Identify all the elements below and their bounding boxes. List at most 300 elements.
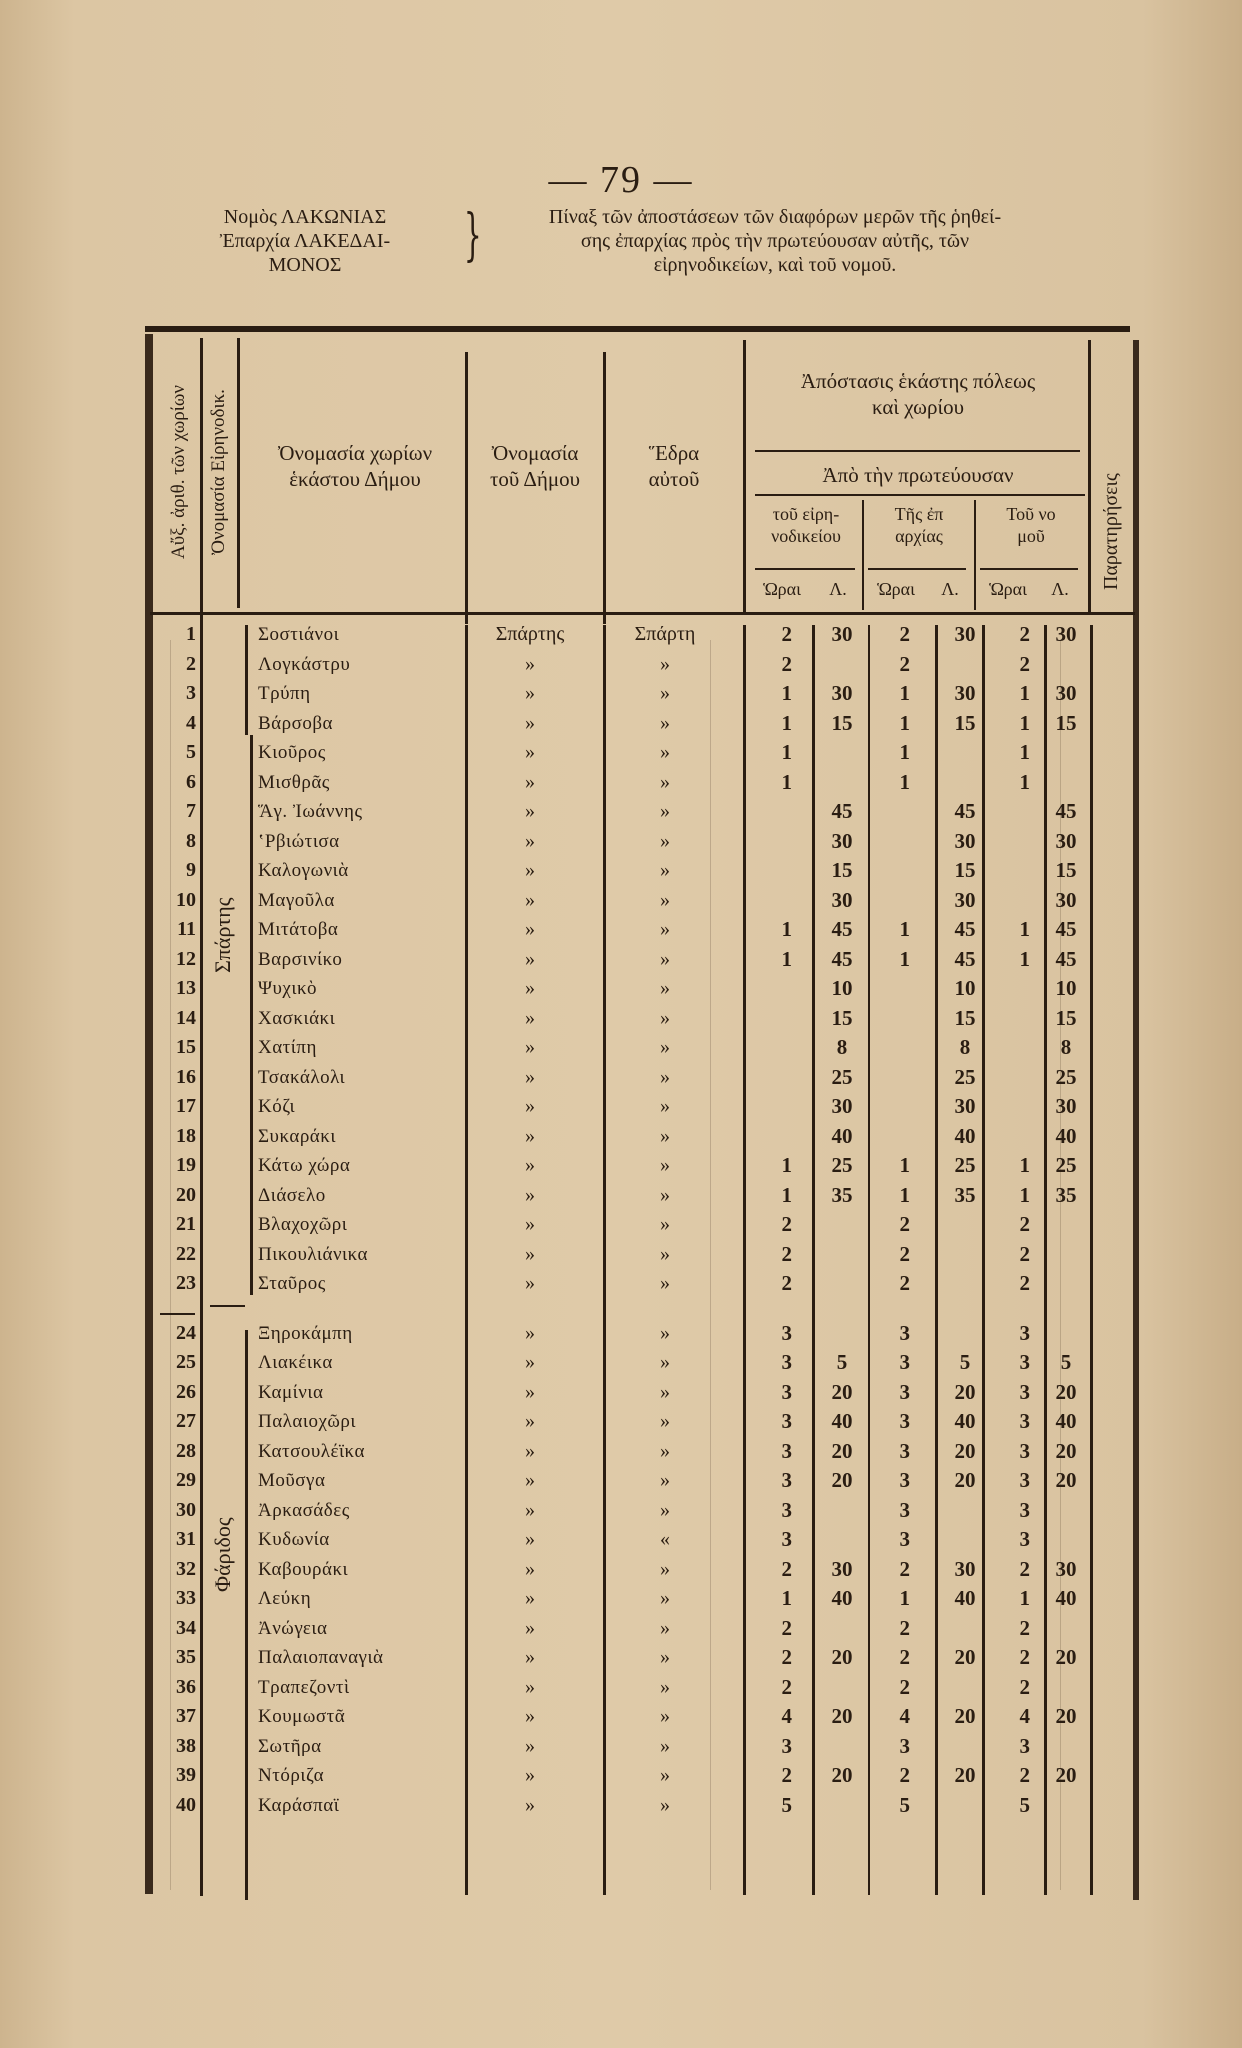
table-row (0, 1063, 1242, 1092)
seat-name: » (660, 947, 670, 970)
row-number: 31 (176, 1528, 196, 1550)
table-row (0, 1004, 1242, 1033)
minutes-nomou: 15 (1055, 858, 1077, 882)
minutes-eirinodikeio: 30 (831, 681, 853, 705)
hours-nomou: 3 (1019, 1350, 1030, 1374)
seat-name: » (660, 1065, 670, 1088)
hours-eirinodikeio: 2 (781, 651, 792, 676)
seat-name: » (660, 1764, 670, 1786)
header-remarks: Παρατηρήσεις (1100, 473, 1122, 590)
col-sep (974, 500, 976, 610)
table-row (0, 1181, 1242, 1210)
dimos-name: » (525, 741, 535, 763)
province-line-cont: ΜΟΝΟΣ (268, 254, 342, 276)
minutes-nomou: 30 (1055, 1556, 1077, 1581)
table-row (0, 827, 1242, 856)
seat-name: » (660, 1587, 670, 1609)
subheader-rule (868, 568, 966, 570)
minutes-nomou: 15 (1055, 710, 1077, 735)
seat-name: » (660, 1793, 670, 1816)
table-row (0, 1584, 1242, 1613)
hours-eparchia: 1 (899, 710, 910, 735)
table-row (0, 679, 1242, 708)
seat-name: » (660, 859, 670, 881)
hours-eparchia: 2 (899, 1674, 910, 1699)
hours-nomou: 1 (1019, 769, 1030, 794)
row-number: 36 (176, 1675, 196, 1698)
row-number: 11 (177, 918, 196, 940)
hours-nomou: 1 (1019, 740, 1030, 764)
minutes-eparchia: 40 (954, 1123, 976, 1148)
minutes-nomou: 45 (1055, 917, 1077, 941)
hours-eirinodikeio: 1 (781, 1182, 792, 1207)
row-number: 28 (176, 1439, 196, 1462)
minutes-eparchia: 15 (954, 1005, 976, 1030)
village-name: Κυδωνία (258, 1529, 330, 1550)
seat-name: » (660, 800, 670, 822)
hours-eirinodikeio: 2 (781, 1615, 792, 1640)
village-name: Μιτάτοβα (258, 919, 339, 940)
row-number: 27 (176, 1410, 196, 1432)
hours-nomou: 1 (1019, 1182, 1030, 1207)
village-name: Ψυχικὸ (258, 978, 318, 999)
header-eirinodikeio: Ὀνομασία Εἰρηνοδικ. (208, 389, 229, 556)
seat-name: » (660, 829, 670, 852)
header-hours-1: Ὡραι (763, 579, 801, 599)
minutes-eirinodikeio: 40 (831, 1409, 853, 1433)
minutes-eirinodikeio: 20 (831, 1704, 853, 1728)
dimos-name: » (525, 652, 535, 675)
minutes-eirinodikeio: 5 (836, 1350, 848, 1374)
dimos-name: » (525, 1616, 535, 1639)
seat-name: » (660, 1380, 670, 1403)
minutes-eirinodikeio: 30 (831, 828, 853, 853)
minutes-nomou: 40 (1055, 1409, 1077, 1433)
page-number: — 79 — (548, 159, 694, 201)
hours-nomou: 2 (1019, 1763, 1030, 1787)
minutes-eparchia: 45 (954, 917, 976, 941)
dimos-name: » (525, 1646, 535, 1668)
col-sep (862, 500, 864, 610)
hours-eparchia: 3 (899, 1497, 910, 1522)
table-row (0, 620, 1242, 649)
village-name: Σοστιάνοι (258, 624, 340, 645)
eirinodikeio-faris: Φάριδος (210, 1517, 235, 1593)
minutes-eparchia: 20 (954, 1704, 976, 1728)
minutes-eirinodikeio: 45 (831, 946, 853, 971)
hours-nomou: 1 (1019, 1153, 1030, 1177)
table-row (0, 1614, 1242, 1643)
hours-eparchia: 1 (899, 769, 910, 794)
dimos-name: » (525, 829, 535, 852)
seat-name: » (660, 711, 670, 734)
dimos-name: » (525, 1242, 535, 1265)
seat-name: » (660, 652, 670, 675)
minutes-eparchia: 15 (954, 710, 976, 735)
village-name: Μισθρᾶς (258, 771, 330, 793)
seat-name: » (660, 1705, 670, 1727)
table-row (0, 886, 1242, 915)
minutes-nomou: 35 (1055, 1182, 1077, 1207)
table-caption (470, 205, 1080, 277)
minutes-eirinodikeio: 20 (831, 1379, 853, 1404)
hours-nomou: 2 (1019, 1674, 1030, 1699)
village-name: Χασκιάκι (258, 1007, 336, 1029)
table-row (0, 1210, 1242, 1239)
hours-nomou: 3 (1019, 1733, 1030, 1758)
seat-name: » (660, 1469, 670, 1491)
row-number: 30 (176, 1498, 196, 1521)
minutes-eirinodikeio: 20 (831, 1438, 853, 1463)
header-sub-eparchia (866, 503, 972, 547)
hours-nomou: 2 (1019, 1556, 1030, 1581)
hours-nomou: 1 (1019, 917, 1030, 941)
seat-name: » (660, 1124, 670, 1147)
seat-name: » (660, 770, 670, 793)
header-seat-2: αὐτοῦ (648, 467, 700, 491)
seat-name: » (660, 1734, 670, 1757)
header-dimos-2: τοῦ Δήμου (489, 467, 581, 491)
table-row (0, 915, 1242, 944)
hours-nomou: 3 (1019, 1527, 1030, 1551)
hours-eirinodikeio: 1 (781, 710, 792, 735)
row-number: 9 (186, 859, 196, 881)
hours-eparchia: 1 (899, 681, 910, 705)
hours-eparchia: 2 (899, 1763, 910, 1787)
table-row (0, 1702, 1242, 1731)
header-bottom-rule (150, 612, 1135, 615)
dimos-name: » (525, 1036, 535, 1058)
hours-eparchia: 3 (899, 1733, 910, 1758)
seat-name: » (660, 1498, 670, 1521)
hours-eparchia: 2 (899, 1241, 910, 1266)
table-top-rule (145, 326, 1130, 332)
table-row (0, 1643, 1242, 1672)
dimos-name: » (525, 1065, 535, 1088)
table-row (0, 1732, 1242, 1761)
dimos-name: » (525, 1351, 535, 1373)
minutes-nomou: 15 (1055, 1005, 1077, 1030)
minutes-eparchia: 25 (954, 1064, 976, 1089)
dimos-name: » (525, 977, 535, 999)
hours-nomou: 3 (1019, 1497, 1030, 1522)
village-name: Μαγοῦλα (258, 889, 335, 911)
subheader-rule (755, 494, 1085, 496)
seat-name: » (660, 1646, 670, 1668)
row-number: 22 (176, 1242, 196, 1265)
minutes-nomou: 20 (1055, 1763, 1077, 1787)
village-name: Καμίνια (258, 1381, 324, 1403)
minutes-eirinodikeio: 20 (831, 1645, 853, 1669)
dimos-name: » (525, 1528, 535, 1550)
dimos-name: » (525, 1734, 535, 1757)
hours-eirinodikeio: 2 (781, 1271, 792, 1295)
row-number: 10 (176, 888, 196, 911)
dimos-name: » (525, 1380, 535, 1403)
row-number: 19 (176, 1154, 196, 1176)
minutes-eirinodikeio: 8 (836, 1035, 848, 1059)
minutes-eparchia: 45 (954, 799, 976, 823)
header-hours-3: Ὡραι (989, 579, 1027, 599)
minutes-eparchia: 10 (954, 976, 976, 1000)
header-sub-eirinodikeio (750, 503, 862, 547)
village-name: Κουμωστᾶ (258, 1706, 346, 1727)
dimos-name: » (525, 1095, 535, 1117)
hours-eirinodikeio: 4 (781, 1704, 792, 1728)
seat-name: » (660, 1006, 670, 1029)
header-min-3: Λ. (1051, 579, 1069, 599)
minutes-nomou: 30 (1055, 1094, 1077, 1118)
seat-name: » (660, 1675, 670, 1698)
table-row (0, 1496, 1242, 1525)
minutes-eirinodikeio: 30 (831, 1094, 853, 1118)
row-number: 32 (176, 1557, 196, 1580)
table-row (0, 856, 1242, 885)
row-number: 6 (186, 770, 196, 793)
caption-line-1: Πίναξ τῶν ἀποστάσεων τῶν διαφόρων μερῶν τῆς ῥηθεί- (548, 206, 1002, 228)
table-row (0, 1319, 1242, 1348)
hours-eparchia: 1 (899, 1586, 910, 1610)
minutes-eirinodikeio: 25 (831, 1153, 853, 1177)
minutes-eirinodikeio: 15 (831, 858, 853, 882)
minutes-eparchia: 20 (954, 1379, 976, 1404)
village-name: Ἅγ. Ἰωάννης (258, 801, 363, 822)
minutes-eparchia: 30 (954, 1094, 976, 1118)
table-row (0, 1761, 1242, 1790)
village-name: Καλογωνιὰ (258, 860, 349, 881)
minutes-nomou: 20 (1055, 1438, 1077, 1463)
hours-eparchia: 2 (899, 1271, 910, 1295)
hours-eirinodikeio: 2 (781, 1763, 792, 1787)
minutes-nomou: 30 (1055, 681, 1077, 705)
header-from-capital: Ἀπὸ τὴν πρωτεύουσαν (822, 463, 1014, 487)
hours-eirinodikeio: 3 (781, 1438, 792, 1463)
village-name: Καβουράκι (258, 1558, 349, 1580)
village-name: Τρύπη (258, 683, 311, 704)
row-number: 3 (186, 682, 196, 704)
table-row (0, 1673, 1242, 1702)
hours-nomou: 4 (1019, 1704, 1030, 1728)
dimos-name: » (525, 1006, 535, 1029)
hours-nomou: 2 (1019, 622, 1030, 646)
hours-nomou: 5 (1019, 1792, 1030, 1817)
minutes-eirinodikeio: 20 (831, 1468, 853, 1492)
header-sub-nomou-1: Τοῦ νο (1006, 504, 1056, 524)
header-distance-2: καὶ χωρίου (871, 395, 964, 419)
seat-name: Σπάρτη (634, 623, 696, 645)
header-village-name (245, 440, 465, 492)
seat-name: » (660, 1439, 670, 1462)
hours-eparchia: 3 (899, 1320, 910, 1345)
dimos-name: » (525, 800, 535, 822)
table-row (0, 1555, 1242, 1584)
row-number: 13 (176, 977, 196, 999)
header-sub-nomou (978, 503, 1084, 547)
minutes-nomou: 25 (1055, 1153, 1077, 1177)
hours-eparchia: 1 (899, 917, 910, 941)
row-number: 21 (176, 1213, 196, 1235)
brace-icon: } (463, 203, 482, 268)
dimos-name: » (525, 1439, 535, 1462)
minutes-eparchia: 45 (954, 946, 976, 971)
minutes-eparchia: 15 (954, 858, 976, 882)
row-number: 15 (176, 1036, 196, 1058)
hours-nomou: 3 (1019, 1320, 1030, 1345)
minutes-eparchia: 8 (959, 1035, 971, 1059)
hours-eparchia: 2 (899, 1615, 910, 1640)
row-number: 40 (176, 1793, 196, 1816)
row-number: 16 (176, 1065, 196, 1088)
minutes-nomou: 40 (1055, 1586, 1077, 1610)
minutes-eparchia: 40 (954, 1586, 976, 1610)
dimos-name: » (525, 1272, 535, 1294)
header-sub-eparchia-2: αρχίας (895, 526, 943, 546)
caption-line-2: σης ἐπαρχίας πρὸς τὴν πρωτεύουσαν αὐτῆς, τῶν (580, 230, 970, 252)
eirinodikeio-sparti: Σπάρτης (210, 897, 235, 973)
dimos-name: » (525, 1213, 535, 1235)
row-number: 24 (176, 1321, 196, 1344)
hours-eirinodikeio: 1 (781, 740, 792, 764)
village-name: Σταῦρος (258, 1273, 326, 1294)
village-name: Καράσπαϊ (258, 1794, 340, 1816)
seat-name: » (660, 1272, 670, 1294)
minutes-eparchia: 20 (954, 1438, 976, 1463)
col-sep (237, 338, 240, 608)
row-number: 33 (176, 1587, 196, 1609)
hours-nomou: 2 (1019, 1271, 1030, 1295)
hours-eparchia: 3 (899, 1379, 910, 1404)
header-dimos (466, 440, 604, 492)
caption-line-3: εἰρηνοδικείων, καὶ τοῦ νομοῦ. (653, 254, 897, 276)
col-sep (1088, 340, 1091, 612)
minutes-eparchia: 40 (954, 1409, 976, 1433)
table-row (0, 1092, 1242, 1121)
hours-eparchia: 3 (899, 1438, 910, 1463)
minutes-eirinodikeio: 10 (831, 976, 853, 1000)
dimos-name: » (525, 1793, 535, 1816)
header-village-name-2: ἑκάστου Δήμου (289, 467, 421, 491)
hours-eparchia: 1 (899, 946, 910, 971)
hours-nomou: 2 (1019, 1212, 1030, 1236)
row-number: 1 (186, 623, 196, 645)
village-name: Ἀνώγεια (258, 1617, 328, 1639)
minutes-nomou: 20 (1055, 1468, 1077, 1492)
village-name: Μοῦσγα (258, 1470, 326, 1491)
minutes-eirinodikeio: 30 (831, 622, 853, 646)
group-separator (210, 1305, 245, 1307)
village-name: Συκαράκι (258, 1125, 336, 1147)
row-number: 18 (176, 1124, 196, 1147)
village-name: Τσακάλολι (258, 1066, 346, 1088)
minutes-eparchia: 30 (954, 622, 976, 646)
row-number: 23 (176, 1272, 196, 1294)
hours-nomou: 1 (1019, 946, 1030, 971)
dimos-name: » (525, 711, 535, 734)
dimos-name: Σπάρτης (495, 623, 565, 645)
seat-name: » (660, 1321, 670, 1344)
dimos-name: » (525, 1124, 535, 1147)
village-name: Παλαιοπαναγιὰ (258, 1647, 384, 1668)
row-number: 38 (176, 1734, 196, 1757)
village-name: Βαρσινίκο (258, 948, 343, 970)
table-row (0, 1122, 1242, 1151)
dimos-name: » (525, 918, 535, 940)
seat-name: » (660, 1095, 670, 1117)
row-number: 34 (176, 1616, 196, 1639)
dimos-name: » (525, 1557, 535, 1580)
subheader-rule (980, 568, 1078, 570)
table-row (0, 738, 1242, 767)
prefecture-heading (160, 205, 450, 277)
hours-eirinodikeio: 1 (781, 917, 792, 941)
row-number: 37 (176, 1705, 196, 1727)
hours-nomou: 2 (1019, 1615, 1030, 1640)
hours-eirinodikeio: 1 (781, 946, 792, 971)
seat-name: » (660, 1351, 670, 1373)
minutes-nomou: 20 (1055, 1645, 1077, 1669)
hours-eirinodikeio: 1 (781, 681, 792, 705)
minutes-eirinodikeio: 30 (831, 887, 853, 912)
table-row (0, 1791, 1242, 1820)
seat-name: » (660, 1557, 670, 1580)
minutes-eparchia: 30 (954, 681, 976, 705)
hours-eirinodikeio: 2 (781, 1674, 792, 1699)
row-number: 20 (176, 1183, 196, 1206)
header-seat-1: Ἕδρα (648, 441, 700, 465)
dimos-name: » (525, 1469, 535, 1491)
hours-eparchia: 3 (899, 1527, 910, 1551)
hours-eirinodikeio: 3 (781, 1527, 792, 1551)
minutes-eparchia: 20 (954, 1468, 976, 1492)
seat-name: » (660, 1213, 670, 1235)
village-name: Βάρσοβα (258, 712, 333, 734)
dimos-name: » (525, 1764, 535, 1786)
village-name: Κόζι (258, 1096, 296, 1117)
dimos-name: » (525, 1321, 535, 1344)
hours-nomou: 3 (1019, 1379, 1030, 1404)
minutes-eparchia: 20 (954, 1645, 976, 1669)
row-number: 17 (176, 1095, 196, 1117)
hours-eirinodikeio: 3 (781, 1409, 792, 1433)
minutes-eirinodikeio: 35 (831, 1182, 853, 1207)
row-number: 14 (176, 1006, 196, 1029)
dimos-name: » (525, 682, 535, 704)
hours-nomou: 3 (1019, 1468, 1030, 1492)
minutes-eparchia: 20 (954, 1763, 976, 1787)
minutes-eparchia: 30 (954, 1556, 976, 1581)
minutes-eirinodikeio: 45 (831, 917, 853, 941)
row-number: 12 (176, 947, 196, 970)
seat-name: » (660, 682, 670, 704)
minutes-nomou: 8 (1060, 1035, 1072, 1059)
table-row (0, 1437, 1242, 1466)
village-name: Τραπεζοντὶ (258, 1676, 350, 1698)
hours-eirinodikeio: 2 (781, 1241, 792, 1266)
hours-eirinodikeio: 1 (781, 1586, 792, 1610)
header-min-1: Λ. (829, 579, 847, 599)
minutes-nomou: 20 (1055, 1704, 1077, 1728)
minutes-nomou: 30 (1055, 622, 1077, 646)
village-name: Ἀρκασάδες (258, 1499, 350, 1521)
header-distance-1: Ἀπόστασις ἑκάστης πόλεως (800, 369, 1036, 393)
hours-eirinodikeio: 2 (781, 1212, 792, 1236)
table-row (0, 1466, 1242, 1495)
minutes-eparchia: 30 (954, 887, 976, 912)
dimos-name: » (525, 1498, 535, 1521)
header-aux-number: Αὔξ. ἀριθ. τῶν χωρίων (168, 385, 189, 560)
dimos-name: » (525, 1675, 535, 1698)
minutes-nomou: 45 (1055, 946, 1077, 971)
